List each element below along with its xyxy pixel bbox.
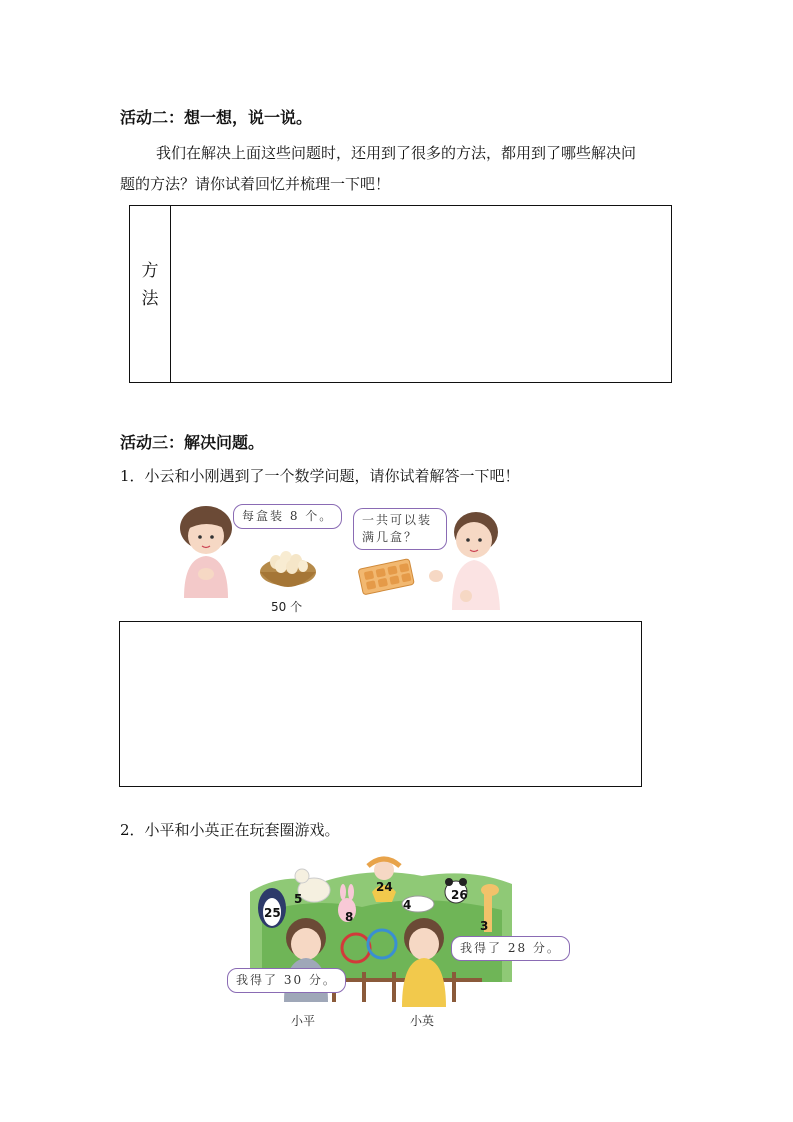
bubble-score-28: 我得了 28 分。 [451,936,570,961]
methods-label-char-2: 法 [141,289,159,309]
girl-figure [180,506,232,598]
egg-basket [260,551,316,587]
score-duck: 5 [294,892,303,906]
question2-text: 2．小平和小英正在玩套圈游戏。 [120,821,340,839]
egg-carton [358,559,414,595]
bubble-how-many-boxes-line1: 一共可以装 [362,513,433,527]
score-doll: 24 [376,880,393,894]
score-penguin: 25 [264,906,281,920]
question1-answer-box[interactable] [119,621,642,787]
activity3-title: 活动三：解决问题。 [120,433,265,452]
question1-text: 1．小云和小刚遇到了一个数学问题，请你试着解答一下吧！ [120,467,520,485]
activity2-paragraph-line2: 题的方法？请你试着回忆并梳理一下吧！ [120,175,391,193]
egg-count-caption: 50 个 [271,600,303,614]
methods-table [129,205,672,383]
methods-answer-area[interactable] [172,206,671,382]
activity2-title: 活动二：想一想，说一说。 [120,108,313,127]
methods-label-char-1: 方 [141,261,159,281]
bubble-per-box: 每盒装 8 个。 [233,504,342,529]
score-giraffe: 3 [480,919,489,933]
name-xiaoping: 小平 [291,1014,316,1028]
bubble-how-many-boxes-line2: 满几盒？ [362,530,419,544]
score-panda: 26 [451,888,468,902]
bubble-how-many-boxes [353,508,447,550]
bubble-score-30: 我得了 30 分。 [227,968,346,993]
activity2-paragraph-line1: 我们在解决上面这些问题时，还用到了很多的方法，都用到了哪些解决问 [156,144,637,162]
name-xiaoying: 小英 [410,1014,435,1028]
score-bird: 4 [403,898,412,912]
score-rabbit: 8 [345,910,354,924]
methods-label-cell [130,206,171,382]
